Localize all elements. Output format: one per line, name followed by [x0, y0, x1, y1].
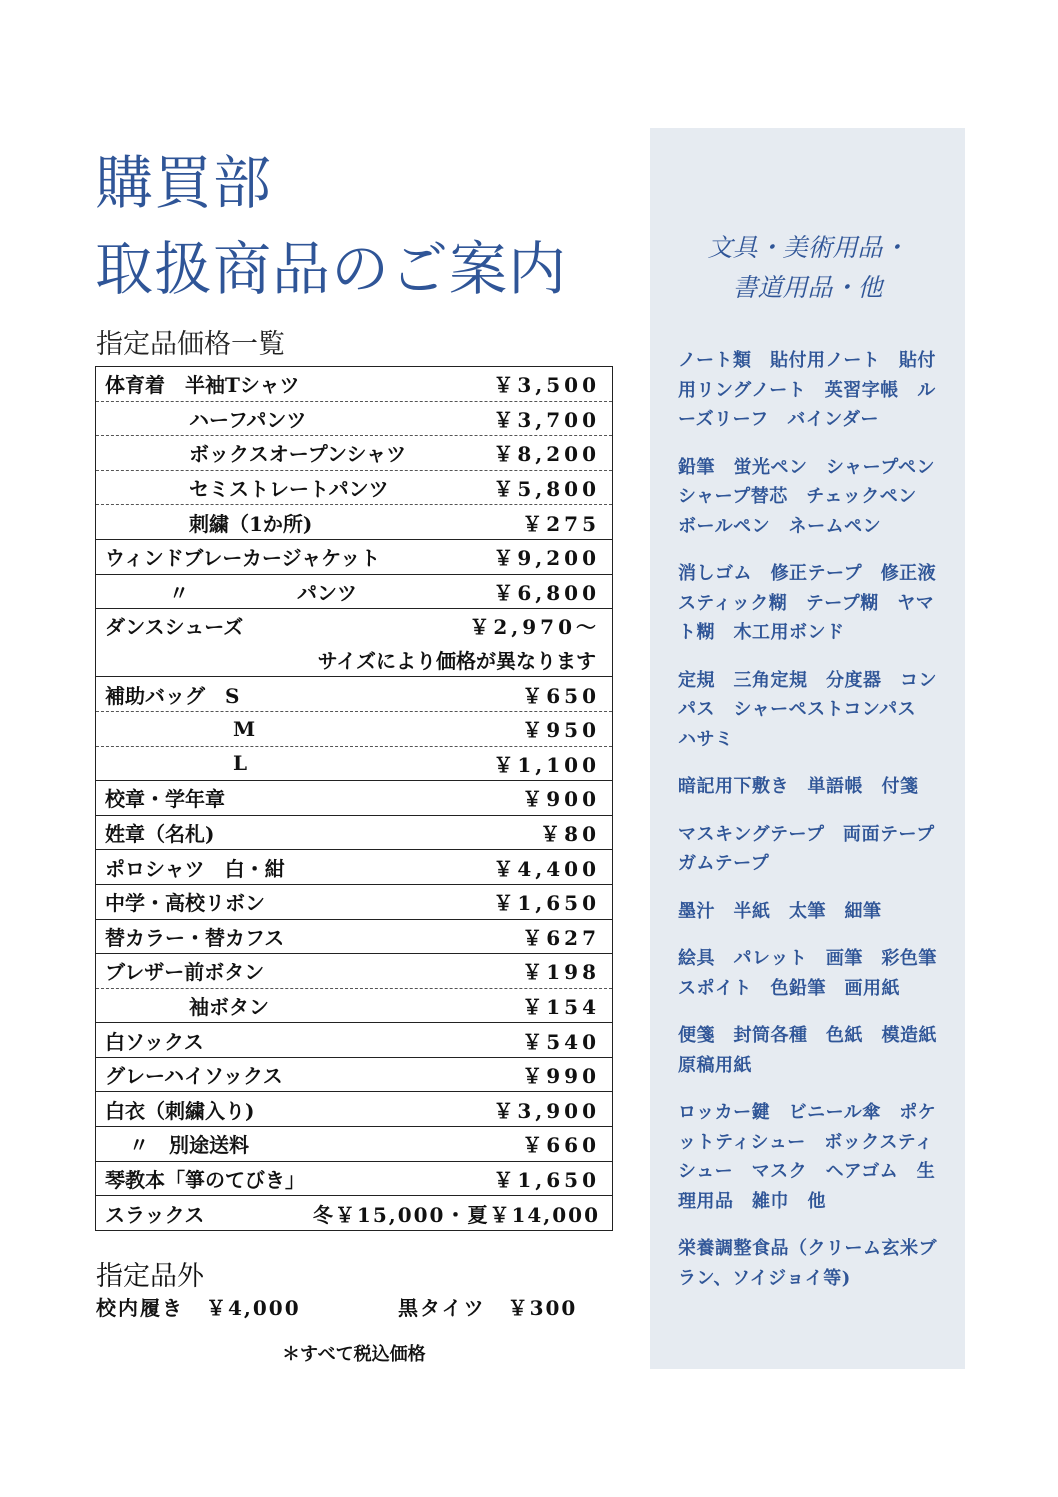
item-name: 〃 別途送料 [129, 1133, 249, 1158]
item-price: ￥6,800 [493, 580, 600, 605]
sidebar-heading-line-2: 書道用品・他 [732, 273, 883, 302]
item-name: ハーフパンツ [189, 407, 307, 432]
item-price: ￥990 [522, 1064, 600, 1089]
item-price: ￥3,900 [493, 1098, 600, 1123]
item-name: 姓章（名札) [105, 822, 215, 847]
item-price: ￥275 [522, 511, 600, 536]
ditto-mark: 〃 [169, 580, 189, 605]
list-item: 暗記用下敷き 単語帳 付箋 [678, 776, 919, 797]
table-row [96, 815, 613, 850]
table-row [96, 746, 613, 781]
item-name: 白ソックス [105, 1029, 204, 1054]
list-item: 鉛筆 蛍光ペン シャープペン シャープ替芯 チェックペン ボールペン ネームペン [678, 456, 954, 537]
table-row [96, 919, 613, 954]
table-row [96, 470, 613, 505]
item-price: ￥8,200 [493, 442, 600, 467]
tax-note: ＊すべて税込価格 [282, 1344, 426, 1365]
item-name: グレーハイソックス [105, 1064, 283, 1089]
table-row [96, 643, 613, 677]
item-name: 白衣（刺繍入り) [105, 1098, 255, 1123]
page-title [95, 140, 567, 312]
item-price: ￥1,650 [493, 1167, 600, 1192]
item-name: セミストレートパンツ [189, 477, 389, 502]
table-row [96, 1057, 613, 1092]
table-row [96, 677, 613, 712]
item-price: ￥80 [540, 822, 600, 847]
table-row [96, 609, 613, 643]
table-row [96, 1127, 613, 1162]
item-name: L [233, 751, 248, 776]
title-line-1: 購買部 [95, 149, 273, 217]
list-item: 消しゴム 修正テープ 修正液 スティック糊 テープ糊 ヤマト糊 木工用ボンド [678, 563, 955, 643]
list-item: 便箋 封筒各種 色紙 模造紙 原稿用紙 [678, 1025, 956, 1076]
item-price: ￥3,500 [493, 373, 600, 398]
table-row [96, 367, 613, 402]
item-price: ￥950 [522, 718, 600, 743]
item-name: ポロシャツ 白・紺 [105, 856, 285, 881]
table-row [96, 1196, 613, 1231]
table-row [96, 954, 613, 989]
item-name [105, 577, 357, 606]
list-item: 絵具 パレット 画筆 彩色筆 スポイト 色鉛筆 画用紙 [678, 948, 956, 999]
item-name: 刺繍（1か所) [189, 511, 313, 536]
item-name: 替カラー・替カフス [105, 925, 285, 950]
item-price: ￥650 [522, 683, 600, 708]
sidebar-panel [650, 128, 965, 1369]
table-row [96, 884, 613, 919]
table-row [96, 1023, 613, 1058]
item-price: ￥5,800 [493, 477, 600, 502]
item-name: ボックスオープンシャツ [189, 442, 407, 467]
table-row [96, 711, 613, 746]
table-row [96, 1092, 613, 1127]
list-item: 栄養調整食品（クリーム玄米ブラン、ソイジョイ等) [678, 1238, 937, 1289]
title-line-2: 取扱商品のご案内 [95, 235, 568, 303]
list-item: 墨汁 半紙 太筆 細筆 [678, 900, 882, 922]
item-name: スラックス [105, 1202, 205, 1227]
item-price: ￥627 [522, 925, 600, 950]
item-name: 琴教本「箏のてびき」 [105, 1167, 305, 1192]
item-price: ￥154 [522, 994, 600, 1019]
indoor-shoes-price: 校内履き ￥4,000 [96, 1296, 301, 1320]
table-row [96, 1161, 613, 1196]
item-price: ￥2,970～ [469, 615, 600, 640]
item-price: ￥1,650 [493, 891, 600, 916]
item-name: ブレザー前ボタン [105, 960, 265, 985]
item-price: ￥900 [522, 787, 600, 812]
table-row [96, 539, 613, 574]
item-name: 袖ボタン [189, 994, 269, 1019]
list-item: 定規 三角定規 分度器 コンパス シャーペストコンパス ハサミ [678, 669, 937, 750]
table-row [96, 781, 613, 816]
list-item: マスキングテープ 両面テープ ガムテープ [678, 823, 954, 874]
item-price: ￥1,100 [493, 752, 600, 777]
item-price: ￥540 [522, 1029, 600, 1054]
sidebar-heading-line-1: 文具・美術用品・ [707, 233, 908, 262]
item-price: ￥660 [522, 1133, 600, 1158]
sidebar-heading [650, 228, 965, 308]
item-price: ￥3,700 [493, 407, 600, 432]
size-note: サイズにより価格が異なります [317, 649, 596, 674]
table-row [96, 436, 613, 471]
item-name: 中学・高校リボン [105, 891, 265, 916]
item-name: ウィンドブレーカージャケット [105, 546, 381, 571]
item-name: 体育着 半袖Tシャツ [105, 373, 300, 398]
list-item: ノート類 貼付用ノート 貼付用リングノート 英習字帳 ルーズリーフ バインダー [678, 350, 936, 430]
table-row [96, 850, 613, 885]
item-price: ￥4,400 [493, 856, 600, 881]
black-tights-price: 黒タイツ ￥300 [398, 1296, 578, 1320]
price-table [95, 366, 613, 1231]
table-row [96, 401, 613, 436]
item-name: ダンスシューズ [105, 615, 244, 640]
item-price: 冬￥15,000・夏￥14,000 [312, 1202, 600, 1227]
item-name: 補助バッグ S [105, 683, 240, 708]
non-designated-heading: 指定品外 [96, 1261, 204, 1292]
item-name: 校章・学年章 [105, 787, 225, 812]
item-name: M [233, 716, 256, 741]
sidebar-list [678, 346, 956, 1311]
item-price: ￥9,200 [493, 546, 600, 571]
table-row [96, 505, 613, 540]
table-row [96, 574, 613, 609]
table-row [96, 988, 613, 1023]
list-item: ロッカー鍵 ビニール傘 ポケットティシュー ボックスティシュー マスク ヘアゴム 生理用品 雑巾 他 [678, 1102, 937, 1212]
price-list-heading: 指定品価格一覧 [96, 329, 285, 360]
item-price: ￥198 [522, 960, 600, 985]
item-sub-name: パンツ [297, 580, 357, 605]
